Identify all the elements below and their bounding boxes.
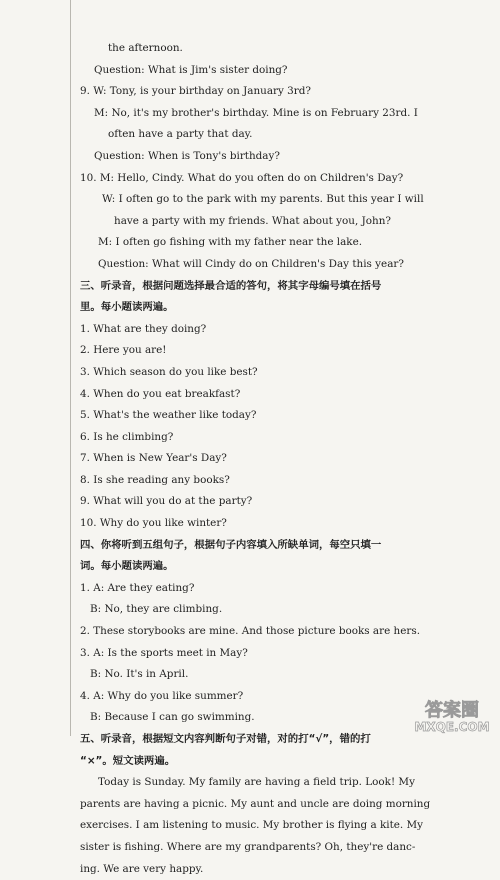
list-item: 4. When do you eat breakfast? bbox=[80, 387, 241, 400]
paragraph-line: Today is Sunday. My family are having a field trip. Look! My bbox=[98, 776, 415, 789]
list-item: 8. Is she reading any books? bbox=[80, 473, 230, 486]
text-line: Question: What will Cindy do on Children's Day this year? bbox=[98, 257, 404, 270]
list-item: 4. A: Why do you like summer? bbox=[80, 689, 244, 702]
text-line: the afternoon. bbox=[108, 42, 183, 54]
paragraph-line: ing. We are very happy. bbox=[80, 862, 204, 875]
text-line: M: I often go fishing with my father near the lake. bbox=[98, 236, 363, 249]
paragraph-line: parents are having a picnic. My aunt and uncle are doing morning bbox=[80, 797, 431, 810]
list-item: 3. Which season do you like best? bbox=[80, 365, 258, 378]
list-item: B: No. It's in April. bbox=[90, 668, 189, 681]
text-line: W: I often go to the park with my parents. But this year I will bbox=[102, 193, 424, 206]
list-item: 6. Is he climbing? bbox=[80, 430, 174, 443]
list-item: 1. What are they doing? bbox=[80, 322, 207, 335]
list-item: 9. What will you do at the party? bbox=[80, 495, 253, 508]
watermark-bottom-text: MXQE.COM bbox=[414, 720, 490, 734]
list-item: B: Because I can go swimming. bbox=[90, 711, 255, 724]
margin-rule bbox=[70, 0, 71, 736]
list-item: 3. A: Is the sports meet in May? bbox=[80, 646, 248, 659]
list-item: 2. These storybooks are mine. And those picture books are hers. bbox=[80, 625, 420, 638]
section-3-heading-cont: 里。每小题读两遍。 bbox=[80, 301, 174, 314]
text-line: M: No, it's my brother's birthday. Mine is on February 23rd. I bbox=[94, 106, 418, 119]
list-item: 5. What's the weather like today? bbox=[80, 409, 257, 422]
list-item: 10. Why do you like winter? bbox=[80, 517, 227, 530]
text-line: have a party with my friends. What about you, John? bbox=[114, 214, 391, 227]
watermark-logo bbox=[406, 694, 498, 734]
list-item: 2. Here you are! bbox=[80, 344, 167, 357]
section-3-heading: 三、听录音，根据问题选择最合适的答句，将其字母编号填在括号 bbox=[80, 279, 382, 292]
paragraph-line: sister is fishing. Where are my grandparents? Oh, they're danc- bbox=[80, 840, 416, 853]
list-item: 7. When is New Year's Day? bbox=[80, 452, 227, 465]
watermark-top-text: 答案圈 bbox=[425, 700, 479, 721]
list-item: B: No, they are climbing. bbox=[90, 603, 223, 616]
paragraph-line: exercises. I am listening to music. My brother is flying a kite. My bbox=[80, 819, 424, 832]
section-4-heading-cont: 词。每小题读两遍。 bbox=[80, 560, 174, 573]
section-4-heading: 四、你将听到五组句子，根据句子内容填入所缺单词，每空只填一 bbox=[80, 538, 382, 551]
question-10: 10. M: Hello, Cindy. What do you often do on Children's Day? bbox=[80, 171, 404, 184]
section-5-heading-cont: “×”。短文读两遍。 bbox=[80, 754, 176, 767]
page-content bbox=[80, 38, 480, 880]
text-line: Question: When is Tony's birthday? bbox=[94, 149, 280, 162]
list-item: 1. A: Are they eating? bbox=[80, 581, 195, 594]
question-9: 9. W: Tony, is your birthday on January 3rd? bbox=[80, 85, 311, 98]
text-line: often have a party that day. bbox=[108, 128, 253, 141]
text-line: Question: What is Jim's sister doing? bbox=[94, 63, 288, 76]
section-5-heading: 五、听录音，根据短文内容判断句子对错，对的打“√”，错的打 bbox=[80, 733, 371, 745]
